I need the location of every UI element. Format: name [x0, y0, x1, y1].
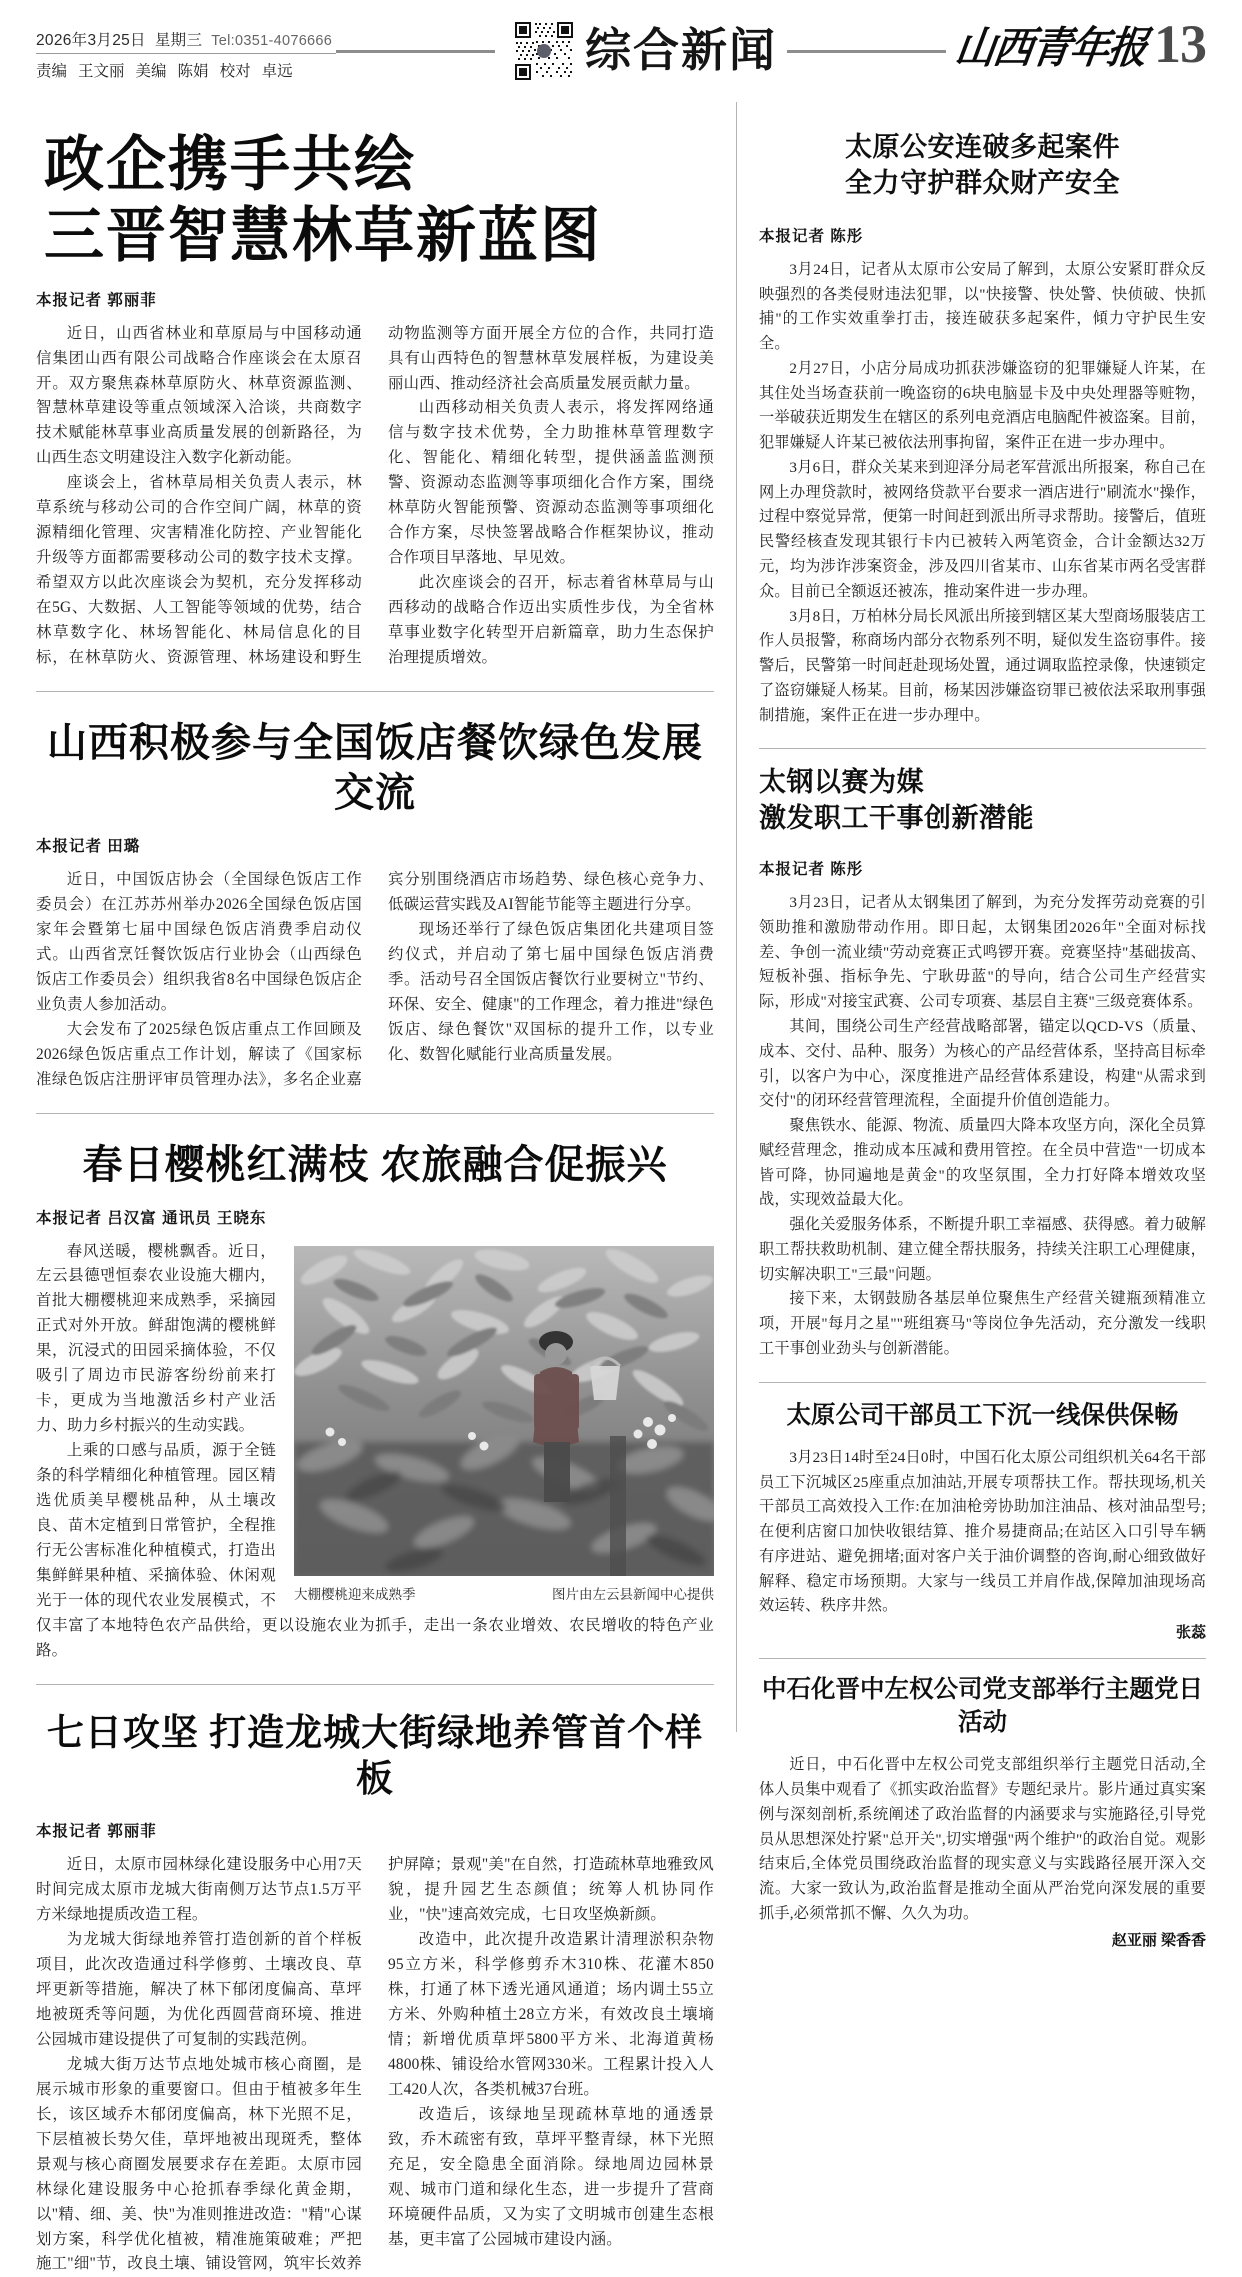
left-column [36, 96, 736, 2273]
divider [36, 691, 714, 692]
article-green-hotel-body [36, 868, 714, 1093]
divider [36, 1113, 714, 1114]
divider [759, 1658, 1206, 1659]
article-police-byline: 本报记者 陈彤 [759, 227, 864, 245]
paragraph: 龙城大街万达节点地处城市核心商圈，是展示城市形象的重要窗口。但由于植被多年生长，该区域乔木郁闭度偏高，林下光照不足，下层植被长势欠佳，草坪地被出现斑秃，整体景观与核心商圈发展要求存在差距。太原市园林绿化建设服务中心抢抓春季绿化黄金期，以"精、细、美、快"为准则推进改造："精"心谋划方案，科学优化植被，精准施策破难；严把施工"细"节，改良土壤、铺设管网，筑牢长效养护屏障；景观"美"在自然，打造疏林草地雅致风貌，提升园艺生态颜值；统筹人机协同作业，"快"速高效完成，七日攻坚焕新颜。 [36, 1856, 714, 2273]
article-green-hotel-byline: 本报记者 田璐 [36, 837, 141, 855]
masthead-left [36, 14, 336, 81]
headline-line-2: 激发职工干事创新潜能 [759, 803, 1034, 834]
paragraph: 3月24日，记者从太原市公安局了解到，太原公安紧盯群众反映强烈的各类侵财违法犯罪，以"快接警、快处警、快侦破、快抓捕"的工作实效重拳打击，接连破获多起案件，傾力守护民生安全。 [759, 260, 1206, 353]
paragraph: 3月8日，万柏林分局长风派出所接到辖区某大型商场服装店工作人员报警，称商场内部分衣物系列不明，疑似发生盗窃事件。接警后，民警第一时间赶赴现场处置，通过调取监控录像，快速锁定了盗窃嫌疑人杨某。目前，杨某因涉嫌盗窃罪已被依法采取刑事强制措施，案件正在进一步办理中。 [759, 607, 1206, 724]
paragraph: 其间，围绕公司生产经营战略部署，锚定以QCD-VS（质量、成本、交付、品种、服务）为核心的产品经营体系，坚持高目标牵引，以客户为中心，深度推进产品经营体系建设，构建"从需求到交付"的闭环经营管理流程，全面提升价值创造能力。 [759, 1018, 1206, 1110]
article-lead-body [36, 322, 714, 671]
paragraph: 大会发布了2025绿色饭店重点工作回顾及2026绿色饭店重点工作计划，解读了《国家标准绿色饭店注册评审员管理办法》，多名企业嘉宾分别围绕酒店市场趋势、绿色核心竞争力、低碳运营实践及AI智能节能等主题进行分享。 [36, 870, 714, 1088]
paragraph: 3月23日，记者从太钢集团了解到，为充分发挥劳动竞赛的引领助推和激励带动作用。即日起，太钢集团2026年"全面对标找差、争创一流业绩"劳动竞赛正式鸣锣开赛。竞赛坚持"基础拔高、短板补强、指标争先、宁耿毋蓝"的导向，结合公司生产经营实际，形成"对接宝武赛、公司专项赛、基层自主赛"三级竞赛体系。 [759, 894, 1206, 1011]
headline-line-1: 政企携手共绘 [44, 132, 416, 198]
article-taigang [759, 765, 1206, 1361]
paragraph: 近日，山西省林业和草原局与中国移动通信集团山西有限公司战略合作座谈会在太原召开。双方聚焦森林草原防火、林草资源监测、智慧林草建设等重点领域深入洽谈，共商数字技术赋能林草事业高质量发展的创新路径，为山西生态文明建设注入数字化新动能。 [36, 324, 362, 467]
divider [759, 748, 1206, 749]
headline-line-1: 太钢以赛为媒 [759, 767, 924, 798]
paragraph: 改造后，该绿地呈现疏林草地的通透景致，乔木疏密有致，草坪平整青绿，林下光照充足，安全隐患全面消除。绿地周边园林景观、城市门道和绿化生态，进一步提升了营商环境硬件品质，又为实了文明城市创建生态根基，更丰富了公园城市建设内涵。 [388, 2105, 714, 2248]
paper-nameplate: 山西青年报 [952, 23, 1149, 73]
article-greenbelt-body [36, 1853, 714, 2277]
headline-line-2: 三晋智慧林草新蓝图 [44, 202, 602, 269]
paragraph: 上乘的口感与品质，源于全链条的科学精细化种植管理。园区精选优质美早樱桃品种，从土壤改良、苗木定植到日常管护，全程推行无公害标准化种植模式，打造出集鲜鲜果种植、采摘体验、休闲观光于一体的现代农业发展模式，不仅丰富了本地特色农产品供给，更以设施农业为抓手，走出一条农业增效、农民增收的特色产业路。 [36, 1442, 714, 1659]
paragraph: 3月23日14时至24日0时，中国石化太原公司组织机关64名干部员工下沉城区25座重点加油站,开展专项帮扶工作。帮扶现场,机关干部员工高效投入工作:在加油枪旁协助加注油品、核对油品型号;在便利店窗口加快收银结算、推介易捷商品;在站区入口引导车辆有序进站、避免拥堵;面对客户关于油价调整的咨询,耐心细致做好解释、稳定市场预期。大家与一线员工并肩作战,保障加油现场高效运转、秩序井然。 [759, 1448, 1206, 1615]
paragraph: 为龙城大街绿地养管打造创新的首个样板项目，此次改造通过科学修剪、土壤改良、草坪更新等措施，解决了林下郁闭度偏高、草坪地被斑秃等问题，为优化西圆营商环境、推进公园城市建设提供了可复制的实践范例。 [36, 1931, 362, 2048]
page-number: 13 [1154, 14, 1206, 75]
photo-caption-row [294, 1576, 714, 1603]
headline-line-1: 太原公安连破多起案件 [845, 132, 1120, 162]
paragraph: 山西移动相关负责人表示，将发挥网络通信与数字技术优势，全力助推林草管理数字化、智能化、精细化转型，提供涵盖监测预警、资源动态监测等事项细化合作方案，围绕林草防火智能预警、资源动态监测等事项细化合作方案，尽快签署战略合作框架协议，推动合作项目早落地、早见效。 [388, 399, 714, 567]
section-title: 综合新闻 [585, 25, 777, 76]
article-green-hotel [36, 718, 714, 1093]
masthead [36, 0, 1206, 96]
page-content [36, 96, 1206, 2273]
article-cherry-headline: 春日樱桃红满枝 农旅融合促振兴 [82, 1141, 668, 1187]
article-cherry-photo-block [294, 1246, 714, 1603]
article-police-headline [759, 130, 1206, 202]
article-sinopec-frontline-signoff: 张蕊 [1175, 1624, 1206, 1642]
photo-caption: 大棚樱桃迎来成熟季 [294, 1586, 416, 1602]
masthead-right [946, 14, 1206, 73]
article-greenbelt [36, 1711, 714, 2277]
publication-date: 2026年3月25日 [36, 32, 146, 49]
photo-credit: 图片由左云县新闻中心提供 [552, 1586, 714, 1602]
designer-label: 美编 [135, 63, 167, 80]
article-party-day-headline: 中石化晋中左权公司党支部举行主题党日活动 [762, 1676, 1203, 1737]
article-police [759, 96, 1206, 728]
right-column [737, 96, 1206, 1949]
publication-weekday: 星期三 [154, 32, 203, 49]
article-party-day [759, 1673, 1206, 1949]
proofreader-label: 校对 [219, 63, 251, 80]
divider [36, 1684, 714, 1685]
paragraph: 现场还举行了绿色饭店集团化共建项目签约仪式，并启动了第七届中国绿色饭店消费季。活动号召全国饭店餐饮行业要树立"节约、环保、安全、健康"的工作理念，着力推进"绿色饭店、绿色餐饮"双国标的提升工作，以专业化、数智化赋能行业高质量发展。 [388, 920, 714, 1063]
article-cherry-byline: 本报记者 吕汉富 通讯员 王晓东 [36, 1209, 267, 1227]
paragraph: 改造中，此次提升改造累计清理淤积杂物95立方米，科学修剪乔木310株、花灌木850株，打通了林下透光通风通道；场内调土55立方米、外购种植土28立方米，有效改良土壤墒情；新增优质草坪5800平方米、北海道黄杨4800株、铺设给水管网330米。工程累计投入人工420人次，各类机械37台班。 [388, 1931, 714, 2098]
headline-line-2: 全力守护群众财产安全 [845, 167, 1120, 198]
divider [759, 1382, 1206, 1383]
paragraph: 近日，中国饭店协会（全国绿色饭店工作委员会）在江苏苏州举办2026全国绿色饭店国家年会暨第七届中国绿色饭店消费季启动仪式。山西省烹饪餐饮饭店行业协会（山西绿色饭店工作委员会）组织我省8名中国绿色饭店企业负责人参加活动。 [36, 870, 362, 1013]
article-taigang-byline: 本报记者 陈彤 [759, 861, 864, 879]
paragraph: 强化关爱服务体系，不断提升职工幸福感、获得感。着力破解职工帮扶救助机制、建立健全帮扶服务，持续关注职工心理健康，切实解决职工"三最"问题。 [759, 1216, 1206, 1283]
paragraph: 3月6日，群众关某来到迎泽分局老军营派出所报案，称自己在网上办理贷款时，被网络贷款平台要求一酒店进行"刷流水"操作，过程中察觉异常，便第一时间赶到派出所寻求帮助。接警后，值班民警经核查发现其银行卡内已被转入两笔资金，合计金额达32万元，均为涉诈涉案资金，涉及四川省某市、山东省某市两名受害群众。目前已全额返还被冻，推动案件进一步办理。 [759, 458, 1206, 600]
paragraph: 聚焦铁水、能源、物流、质量四大降本攻坚方向，深化全员算赋经营理念，推动成本压减和费用管控。在全员中营造"一切成本皆可降，协同遍地是黄金"的攻坚氛围，全力打好降本增效攻坚战，实现效益最大化。 [759, 1117, 1206, 1209]
article-lead [36, 130, 714, 671]
article-taigang-headline [759, 765, 1206, 837]
masthead-center [336, 14, 946, 82]
article-greenbelt-byline: 本报记者 郭丽菲 [36, 1823, 157, 1841]
paragraph: 近日，中石化晋中左权公司党支部组织举行主题党日活动,全体人员集中观看了《抓实政治监督》专题纪录片。影片通过真实案例与深刻剖析,系统阐述了政治监督的内涵要求与实施路径,引导党员从思想深处拧紧"总开关",切实增强"两个维护"的政治自觉。观影结束后,全体党员围绕政治监督的现实意义与实践路径展开深入交流。大家一致认为,政治监督是推动全面从严治党向深发展的重要抓手,必须常抓不懈、久久为功。 [759, 1756, 1206, 1922]
article-party-day-signoff: 赵亚丽 梁香香 [1111, 1931, 1206, 1949]
masthead-rule-right [787, 50, 946, 53]
article-lead-headline [36, 130, 714, 272]
paragraph: 2月27日，小店分局成功抓获涉嫌盗窃的犯罪嫌疑人许某，在其住处当场查获前一晚盗窃的6块电脑显卡及中央处理器等赃物，一举破获近期发生在辖区的系列电竞酒店电脑配件被盗案。目前，犯罪嫌疑人许某已被依法刑事拘留，案件正在进一步办理中。 [759, 359, 1206, 452]
masthead-credits [36, 54, 336, 81]
article-sinopec-frontline [759, 1399, 1206, 1642]
editor-label: 责编 [36, 63, 68, 80]
designer-name: 陈娟 [177, 63, 209, 80]
editor-name: 王文丽 [78, 63, 125, 80]
article-cherry [36, 1140, 714, 1664]
article-greenbelt-headline: 七日攻坚 打造龙城大街绿地养管首个样板 [46, 1712, 704, 1800]
masthead-date-row [36, 28, 336, 54]
proofreader-name: 卓远 [261, 63, 293, 80]
paragraph: 春风送暖，樱桃飘香。近日，左云县德맨恒泰农业设施大棚内，首批大棚樱桃迎来成熟季，采摘园正式对外开放。鲜甜饱满的樱桃鲜果，沉浸式的田园采摘体验，不仅吸引了周边市民游客纷纷前来打卡，更成为当地激活乡村产业活力、助力乡村振兴的生动实践。 [36, 1242, 276, 1435]
article-sinopec-frontline-headline: 太原公司干部员工下沉一线保供保畅 [786, 1401, 1179, 1429]
cherry-orchard-photo [294, 1246, 714, 1576]
article-green-hotel-headline: 山西积极参与全国饭店餐饮绿色发展交流 [47, 719, 703, 815]
masthead-rule-left [336, 50, 495, 53]
article-lead-byline: 本报记者 郭丽菲 [36, 291, 157, 309]
paragraph: 接下来，太钢鼓励各基层单位聚焦生产经营关键瓶颈精准立项，开展"每月之星""班组赛马"等岗位争先活动，充分激发一线职工干事创业劲头与创新潜能。 [759, 1290, 1206, 1357]
paragraph: 座谈会上，省林草局相关负责人表示，林草系统与移动公司的合作空间广阔，林草的资源精细化管理、灾害精准化防控、产业智能化升级等方面都需要移动公司的数字技术支撑。希望双方以此次座谈会为契机，充分发挥移动在5G、大数据、人工智能等领域的优势，结合林草数字化、林场智能化、林局信息化的目标，在林草防火、资源管理、林场建设和野生动物监测等方面开展全方位的合作，共同打造具有山西特色的智慧林草发展样板，为建设美丽山西、推动经济社会高质量发展贡献力量。 [36, 324, 714, 666]
qr-code-icon[interactable] [513, 20, 575, 82]
paragraph: 此次座谈会的召开，标志着省林草局与山西移动的战略合作迈出实质性步伐，为全省林草事业数字化转型开启新篇章，助力生态保护治理提质增效。 [388, 574, 714, 666]
paragraph: 近日，太原市园林绿化建设服务中心用7天时间完成太原市龙城大街南侧万达节点1.5万平方米绿地提质改造工程。 [36, 1856, 362, 1924]
contact-telephone: Tel:0351-4076666 [211, 33, 333, 49]
